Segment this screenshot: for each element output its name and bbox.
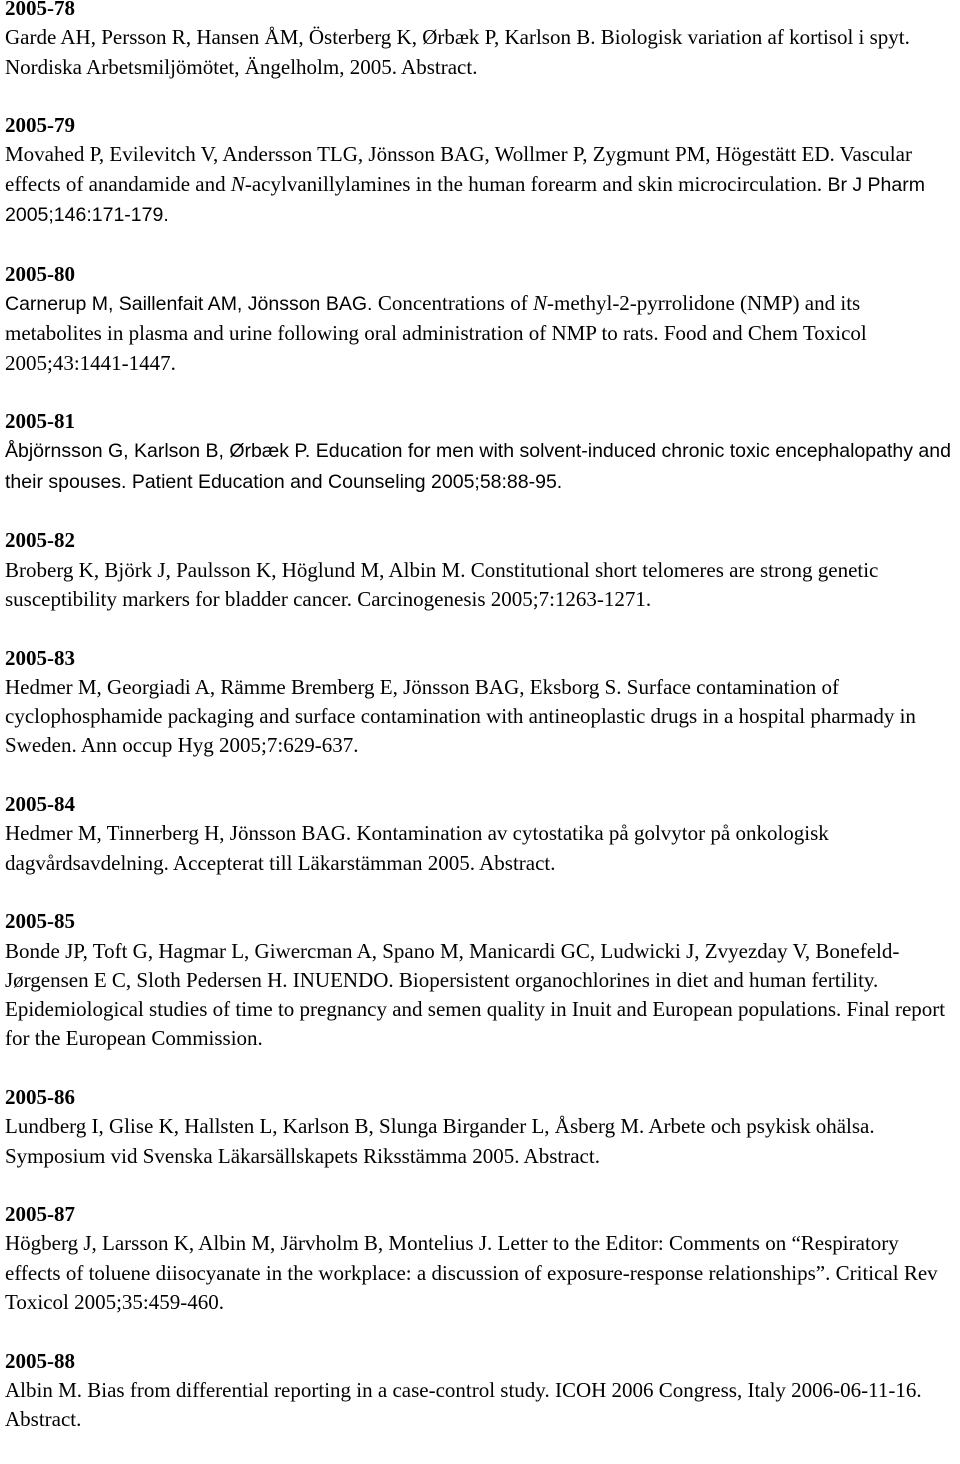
entry-number: 2005-83: [5, 645, 75, 670]
citation-segment: Br J Pharm 2005;146:171-179.: [5, 173, 925, 227]
entry-number: 2005-82: [5, 528, 75, 553]
entry-number: 2005-80: [5, 261, 75, 286]
citation-segment: Bonde JP, Toft G, Hagmar L, Giwercman A, Spano M, Manicardi GC, Ludwicki J, Zvyezday V, Bonefeld-Jørgensen E C, Sloth Pedersen H. INUENDO. Biopersistent organochlorines in diet and human fertility. Epidemiological studies of time to pregnancy and semen quality in Inuit and European populations. Final report for the European Commission.: [5, 938, 946, 1051]
entry-citation: [5, 23, 955, 82]
citation-segment: N: [230, 171, 245, 196]
entry-citation: [5, 140, 955, 230]
publication-entry: [5, 526, 955, 614]
entry-number: 2005-84: [5, 792, 75, 817]
publication-entry: [5, 907, 955, 1053]
publication-entry: [5, 1083, 955, 1171]
citation-segment: Carnerup M, Saillenfait AM, Jönsson BAG.: [5, 292, 378, 315]
publication-entry: [5, 260, 955, 378]
citation-segment: Lundberg I, Glise K, Hallsten L, Karlson B, Slunga Birgander L, Åsberg M. Arbete och psykisk ohälsa. Symposium vid Svenska Läkarsällskapets Riksstämma 2005. Abstract.: [5, 1114, 875, 1168]
entry-citation: [5, 1112, 955, 1171]
entry-citation: [5, 1376, 955, 1435]
entry-citation: [5, 819, 955, 878]
entry-citation: [5, 436, 955, 497]
publication-list: [5, 0, 955, 1464]
entry-number: 2005-85: [5, 909, 75, 934]
publication-entry: [5, 1347, 955, 1435]
citation-segment: Hedmer M, Tinnerberg H, Jönsson BAG. Kontamination av cytostatika på golvytor på onkologisk dagvårdsavdelning. Accepterat till Läkarstämman 2005. Abstract.: [5, 821, 829, 875]
citation-segment: -methyl-2-pyrrolidone (NMP) and its metabolites in plasma and urine following oral administration of NMP to rats. Food and Chem Toxicol 2005;43:1441-1447.: [5, 290, 867, 375]
citation-segment: N: [532, 290, 547, 315]
entry-citation: [5, 937, 955, 1054]
publication-entry: [5, 1200, 955, 1317]
citation-segment: Concentrations of: [377, 290, 533, 315]
publication-entry: [5, 0, 955, 82]
entry-number: 2005-86: [5, 1084, 75, 1109]
publication-entry: [5, 644, 955, 761]
citation-segment: Broberg K, Björk J, Paulsson K, Höglund M, Albin M. Constitutional short telomeres are strong genetic susceptibility markers for bladder cancer. Carcinogenesis 2005;7:1263-1271.: [5, 557, 879, 611]
publication-entry: [5, 790, 955, 878]
entry-number: 2005-79: [5, 113, 75, 138]
publication-entry: [5, 111, 955, 230]
entry-citation: [5, 1229, 955, 1317]
entry-number: 2005-88: [5, 1348, 75, 1373]
citation-segment: Garde AH, Persson R, Hansen ÅM, Österberg K, Ørbæk P, Karlson B. Biologisk variation af kortisol i spyt. Nordiska Arbetsmiljömötet, Ängelholm, 2005. Abstract.: [5, 25, 910, 79]
citation-segment: Högberg J, Larsson K, Albin M, Järvholm B, Montelius J. Letter to the Editor: Comments on “Respiratory effects of toluene diisocyanate in the workplace: a discussion of exposure-response relationships”. Critical Rev Toxicol 2005;35:459-460.: [5, 1231, 938, 1315]
citation-segment: Hedmer M, Georgiadi A, Rämme Bremberg E, Jönsson BAG, Eksborg S. Surface contamination of cyclophosphamide packaging and surface contamination with antineoplastic drugs in a hospital pharmady in Sweden. Ann occup Hyg 2005;7:629-637.: [5, 674, 916, 758]
citation-segment: Åbjörnsson G, Karlson B, Ørbæk P.: [5, 440, 316, 463]
entry-number: 2005-81: [5, 409, 75, 434]
entry-citation: [5, 556, 955, 615]
citation-segment: -acylvanillylamines in the human forearm and skin microcirculation.: [244, 171, 828, 196]
entry-number: 2005-87: [5, 1202, 75, 1227]
citation-segment: Movahed P, Evilevitch V, Andersson TLG, Jönsson BAG, Wollmer P, Zygmunt PM, Högestätt ED. Vascular effects of anandamide and: [5, 142, 912, 196]
citation-segment: Education for men with solvent-induced chronic toxic encephalopathy and their spouses. Patient Education and Counseling 2005;58:88-95.: [5, 440, 951, 493]
entry-number: 2005-78: [5, 0, 75, 20]
citation-segment: Albin M. Bias from differential reporting in a case-control study. ICOH 2006 Congress, Italy 2006-06-11-16. Abstract.: [5, 1377, 922, 1432]
entry-citation: [5, 289, 955, 378]
publication-entry: [5, 407, 955, 497]
entry-citation: [5, 673, 955, 761]
